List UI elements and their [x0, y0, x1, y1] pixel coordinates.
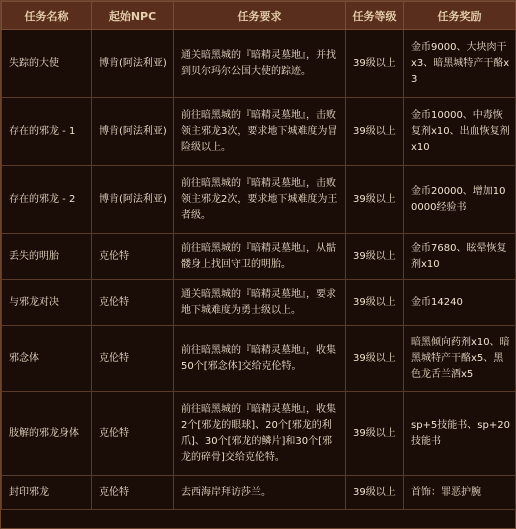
npc-cell: 博肯(阿法利亚) [92, 30, 174, 98]
npc-cell: 克伦特 [92, 326, 174, 392]
quest-name-cell: 失踪的大使 [2, 30, 92, 98]
npc-cell: 克伦特 [92, 234, 174, 280]
reward-cell: 金币10000、中毒恢复剂x10、出血恢复剂x10 [404, 98, 516, 166]
level-cell: 39级以上 [346, 392, 404, 476]
requirement-cell: 前往暗黑城的『暗精灵墓地』，收集2个[邪龙的眼球]、20个[邪龙的利爪]、30个[邪龙的鳞片]和30个[邪龙的碎骨]交给克伦特。 [174, 392, 346, 476]
level-cell: 39级以上 [346, 234, 404, 280]
quest-name-cell: 封印邪龙 [2, 476, 92, 510]
requirement-cell: 前往暗黑城的『暗精灵墓地』，从骷髅身上找回守卫的明胎。 [174, 234, 346, 280]
requirement-cell: 前往暗黑城的『暗精灵墓地』，击败领主邪龙3次，要求地下城难度为冒险级以上。 [174, 98, 346, 166]
npc-cell: 博肯(阿法利亚) [92, 166, 174, 234]
header-level: 任务等级 [346, 2, 404, 30]
table-header-row [2, 2, 516, 30]
npc-cell: 克伦特 [92, 392, 174, 476]
reward-cell: sp+5技能书、sp+20技能书 [404, 392, 516, 476]
header-start-npc: 起始NPC [92, 2, 174, 30]
table-row [2, 98, 516, 166]
quest-name-cell: 与邪龙对决 [2, 280, 92, 326]
table-row [2, 326, 516, 392]
requirement-cell: 前往暗黑城的『暗精灵墓地』，收集50个[邪念体]交给克伦特。 [174, 326, 346, 392]
level-cell: 39级以上 [346, 476, 404, 510]
reward-cell: 金币14240 [404, 280, 516, 326]
level-cell: 39级以上 [346, 98, 404, 166]
requirement-cell: 去西海岸拜访莎兰。 [174, 476, 346, 510]
quest-name-cell: 邪念体 [2, 326, 92, 392]
reward-cell: 暗黑倾向药剂x10、暗黑城特产干酪x5、黑色龙舌兰酒x5 [404, 326, 516, 392]
header-quest-name: 任务名称 [2, 2, 92, 30]
table-row [2, 234, 516, 280]
quest-name-cell: 存在的邪龙 - 1 [2, 98, 92, 166]
table-row [2, 476, 516, 510]
header-reward: 任务奖励 [404, 2, 516, 30]
reward-cell: 金币9000、大块肉干x3、暗黑城特产干酪x3 [404, 30, 516, 98]
level-cell: 39级以上 [346, 166, 404, 234]
npc-cell: 博肯(阿法利亚) [92, 98, 174, 166]
table-row [2, 166, 516, 234]
quest-name-cell: 丢失的明胎 [2, 234, 92, 280]
npc-cell: 克伦特 [92, 280, 174, 326]
requirement-cell: 通关暗黑城的『暗精灵墓地』，要求地下城难度为勇士级以上。 [174, 280, 346, 326]
level-cell: 39级以上 [346, 30, 404, 98]
table-row [2, 280, 516, 326]
level-cell: 39级以上 [346, 326, 404, 392]
quest-name-cell: 肢解的邪龙身体 [2, 392, 92, 476]
quest-name-cell: 存在的邪龙 - 2 [2, 166, 92, 234]
level-cell: 39级以上 [346, 280, 404, 326]
reward-cell: 首饰：罪恶护腕 [404, 476, 516, 510]
requirement-cell: 前往暗黑城的『暗精灵墓地』，击败领主邪龙2次，要求地下城难度为王者级。 [174, 166, 346, 234]
quest-table [1, 1, 516, 510]
npc-cell: 克伦特 [92, 476, 174, 510]
reward-cell: 金币20000、增加100000经验书 [404, 166, 516, 234]
table-row [2, 30, 516, 98]
table-row [2, 392, 516, 476]
requirement-cell: 通关暗黑城的『暗精灵墓地』，并找到贝尔玛尔公国大使的踪迹。 [174, 30, 346, 98]
header-requirement: 任务要求 [174, 2, 346, 30]
reward-cell: 金币7680、眩晕恢复剂x10 [404, 234, 516, 280]
